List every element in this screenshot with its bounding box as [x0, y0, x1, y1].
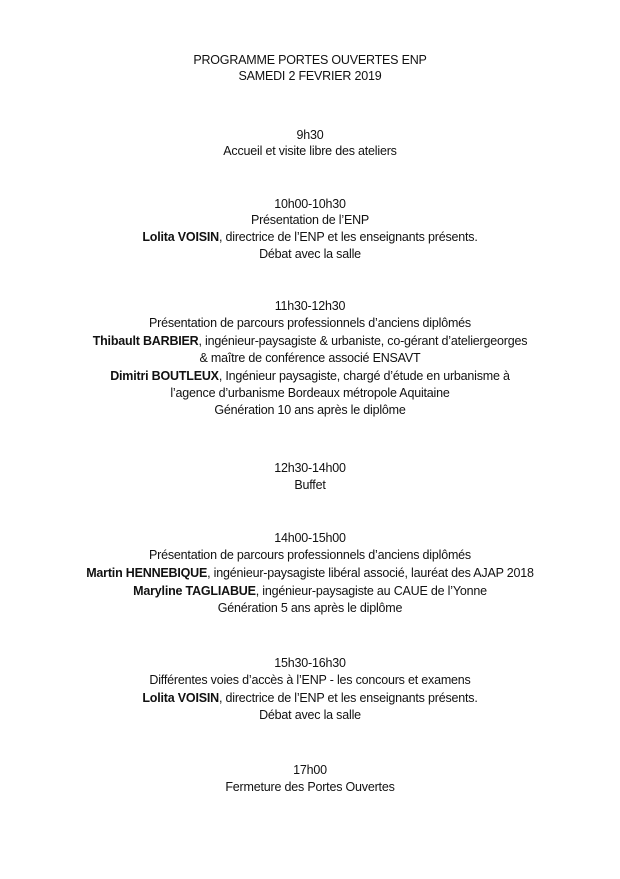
session-time: 11h30-12h30 [274, 299, 346, 313]
session-time: 17h00 [293, 763, 327, 777]
document-title: PROGRAMME PORTES OUVERTES ENP [193, 53, 427, 67]
session-time: 15h30-16h30 [274, 656, 346, 670]
session-title: Fermeture des Portes Ouvertes [225, 780, 395, 794]
speaker-description-continued: & maître de conférence associé ENSAVT [199, 351, 421, 365]
speaker-line [40, 690, 580, 706]
session-time: 10h00-10h30 [274, 197, 346, 211]
session-title: Différentes voies d’accès à l’ENP - les concours et examens [149, 673, 471, 687]
session-time: 14h00-15h00 [274, 531, 346, 545]
speaker-description: , ingénieur-paysagiste au CAUE de l’Yonne [255, 584, 487, 598]
speaker-description: , directrice de l’ENP et les enseignants présents. [218, 230, 478, 244]
session-note: Génération 10 ans après le diplôme [214, 403, 406, 417]
session-note: Génération 5 ans après le diplôme [217, 601, 403, 615]
session-title: Présentation de l’ENP [250, 213, 370, 227]
session-title: Accueil et visite libre des ateliers [223, 144, 397, 158]
session-title: Buffet [294, 478, 326, 492]
session-title: Présentation de parcours professionnels d’anciens diplômés [149, 548, 471, 562]
session-time: 9h30 [296, 128, 324, 142]
speaker-description: , ingénieur-paysagiste libéral associé, lauréat des AJAP 2018 [207, 566, 534, 580]
speaker-description: , Ingénieur paysagiste, chargé d’étude en urbanisme à [218, 369, 510, 383]
session-title: Présentation de parcours professionnels d’anciens diplômés [149, 316, 471, 330]
speaker-name: Maryline TAGLIABUE [133, 584, 256, 598]
speaker-description: , ingénieur-paysagiste & urbaniste, co-gérant d’ateliergeorges [198, 334, 528, 348]
speaker-line [40, 368, 580, 384]
session-note: Débat avec la salle [259, 708, 361, 722]
speaker-name: Dimitri BOUTLEUX [110, 369, 219, 383]
session-time: 12h30-14h00 [274, 461, 346, 475]
speaker-description: , directrice de l’ENP et les enseignants présents. [218, 691, 478, 705]
speaker-line [40, 565, 580, 581]
speaker-line [40, 333, 580, 349]
speaker-name: Martin HENNEBIQUE [86, 566, 208, 580]
session-note: Débat avec la salle [259, 247, 361, 261]
speaker-name: Thibault BARBIER [92, 334, 199, 348]
speaker-name: Lolita VOISIN [142, 230, 219, 244]
speaker-line [40, 583, 580, 599]
speaker-description-continued: l’agence d’urbanisme Bordeaux métropole Aquitaine [170, 386, 450, 400]
document-date: SAMEDI 2 FEVRIER 2019 [238, 69, 382, 83]
speaker-name: Lolita VOISIN [142, 691, 219, 705]
speaker-line [40, 229, 580, 245]
